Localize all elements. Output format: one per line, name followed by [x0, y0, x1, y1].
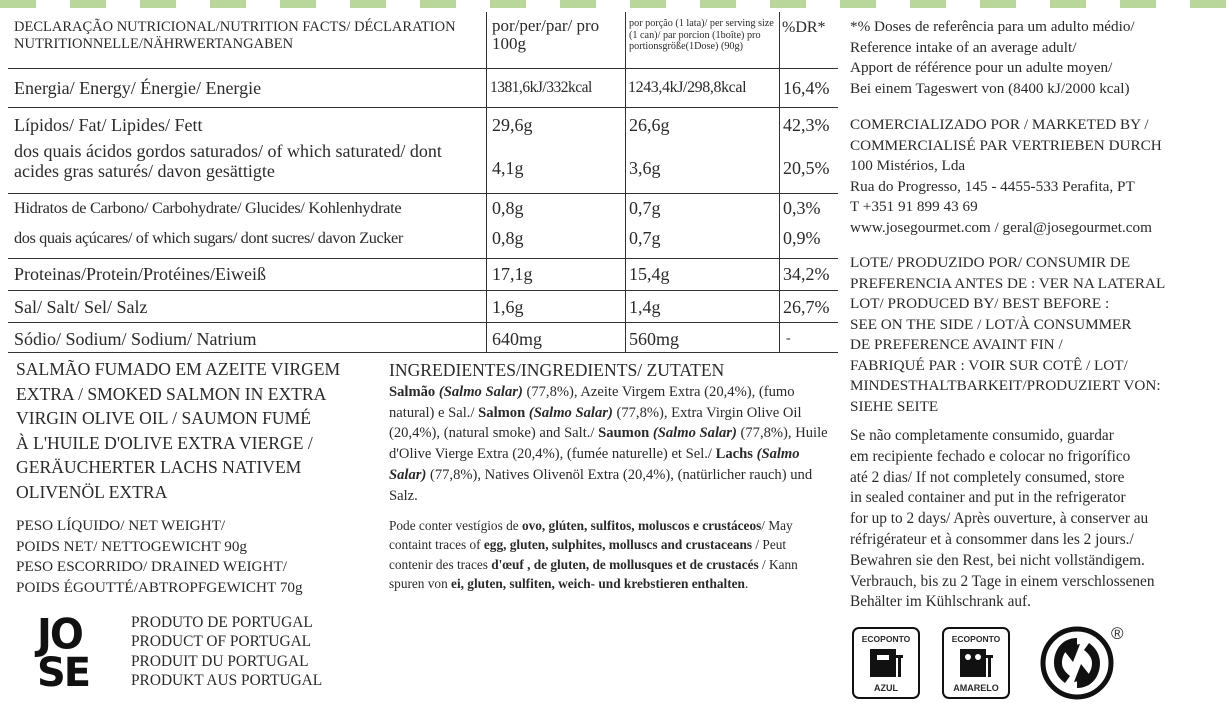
product-name-line: OLIVENÖL EXTRA — [16, 481, 168, 502]
nutrition-table — [8, 12, 838, 352]
ing-latin: (Salmo Salar) — [528, 404, 613, 421]
weight-line: POIDS NET/ NETTOGEWICHT 90g — [16, 537, 248, 555]
table-cell-dr: 34,2% — [783, 264, 830, 284]
per-100g-header: por/per/par/ pro 100g — [492, 16, 600, 53]
table-cell-serving: 26,6g — [629, 115, 670, 135]
weight-line: PESO LÍQUIDO/ NET WEIGHT/ — [16, 517, 226, 534]
reference-line: *% Doses de referência para um adulto médio/ — [850, 18, 1135, 35]
product-name-line: GERÄUCHERTER LACHS NATIVEM — [16, 457, 302, 477]
col-divider — [779, 12, 780, 352]
ing-name: Salmon — [478, 404, 526, 421]
product-name-line: À L'HUILE D'OLIVE EXTRA VIERGE / — [16, 432, 313, 453]
row-divider — [8, 290, 838, 291]
table-cell-per100: 17,1g — [492, 264, 533, 284]
ing-name: Lachs — [715, 446, 753, 463]
storage-line: in sealed container and put in the refrigerator — [850, 489, 1126, 507]
bin-label: AZUL — [874, 683, 898, 693]
table-cell-dr: 0,9% — [783, 228, 821, 248]
table-cell-serving: 1,4g — [629, 297, 661, 317]
storage-line: Bewahren sie den Rest, bei nicht vollständigem. — [850, 551, 1145, 569]
allergen-items: d'œuf , de gluten, de mollusques et de crustacés — [491, 556, 759, 572]
table-row-label: Sódio/ Sodium/ Sodium/ Natrium — [14, 329, 257, 349]
logo-bottom: SE — [37, 650, 90, 696]
ing-latin: (Salmo Salar) — [438, 384, 523, 400]
allergen-items: egg, gluten, sulphites, molluscs and crustaceans — [483, 537, 753, 553]
storage-line: até 2 dias/ If not completely consumed, store — [850, 468, 1125, 486]
ecoponto-azul-icon — [852, 627, 920, 699]
table-row-label: Sal/ Salt/ Sel/ Salz — [14, 297, 148, 317]
col-divider — [625, 12, 626, 352]
weight-line: PESO ESCORRIDO/ DRAINED WEIGHT/ — [16, 558, 287, 576]
company-phone: T +351 91 899 43 69 — [850, 198, 978, 215]
lot-line: DE PREFERENCE AVAINT FIN / — [850, 336, 1063, 353]
storage-line: for up to 2 days/ Après ouverture, à conserver au — [850, 510, 1149, 528]
weights — [16, 516, 376, 598]
ing-rest: (77,8%), Natives Olivenöl Extra (20,4%), (natürlicher rauch) und Salz. — [389, 466, 813, 504]
per-serving-header: por porção (1 lata)/ per serving size (1 can)/ par porcion (1boîte) pro portionsgröße(1Dose) (90g) — [629, 18, 774, 52]
reference-line: Apport de référence pour un adulte moyen/ — [850, 59, 1113, 76]
ing-latin: (Salmo Salar) — [652, 425, 737, 442]
paper-bin-icon — [868, 647, 906, 679]
lot-line: MINDESTHALTBARKEIT/PRODUZIERT VON: — [850, 377, 1161, 394]
table-cell-serving: 0,7g — [629, 198, 661, 218]
table-cell-per100: 0,8g — [492, 198, 524, 218]
row-divider — [8, 352, 838, 353]
table-cell-dr: 16,4% — [783, 78, 830, 98]
storage-line: réfrigérateur et à consommer dans les 2 jours./ — [850, 530, 1134, 548]
product-name-line: EXTRA / SMOKED SALMON IN EXTRA — [16, 383, 327, 404]
allergen-text: Kann spuren von — [389, 556, 798, 591]
allergen-text: . — [744, 575, 749, 591]
table-cell-per100: 0,8g — [492, 228, 524, 248]
storage-line: Behälter im Kühlschrank auf. — [850, 593, 1031, 611]
table-cell-per100: 1,6g — [492, 297, 524, 317]
table-title: DECLARAÇÃO NUTRICIONAL/NUTRITION FACTS/ DÉCLARATION NUTRITIONNELLE/NÄHRWERTANGABEN — [14, 19, 456, 52]
ingredients-title: INGREDIENTES/INGREDIENTS/ ZUTATEN — [389, 360, 725, 380]
ing-rest: (77,8%), Extra Virgin Olive Oil (20,4%), (natural smoke) and Salt./ — [389, 404, 802, 442]
ingredients-section — [389, 360, 829, 593]
allergen-text: Pode conter vestígios de — [389, 518, 522, 534]
origin-text — [131, 613, 322, 691]
storage-line: Se não completamente consumido, guardar — [850, 427, 1114, 444]
reference-line: Reference intake of an average adult/ — [850, 38, 1077, 56]
company-web: www.josegourmet.com / geral@josegourmet.com — [850, 218, 1152, 236]
bin-label: AMARELO — [953, 683, 999, 693]
weight-line: POIDS ÉGOUTTÉ/ABTROPFGEWICHT 70g — [16, 578, 303, 596]
table-cell-per100: 640mg — [492, 329, 543, 349]
product-name — [16, 357, 376, 504]
table-cell-dr: 0,3% — [783, 198, 821, 218]
allergen-text: May containt traces of — [389, 518, 793, 553]
storage-instructions — [850, 426, 1222, 613]
lot-line: SEE ON THE SIDE / LOT/À CONSUMMER — [850, 315, 1132, 333]
allergen-items: ovo, glúten, sulfitos, moluscos e crustáceos — [521, 518, 762, 534]
green-dot-icon — [1040, 626, 1114, 700]
packaging-bin-icon — [958, 647, 996, 679]
table-cell-serving: 0,7g — [629, 228, 661, 248]
row-divider — [8, 193, 838, 194]
origin-line: PRODUCT OF PORTUGAL — [131, 633, 312, 651]
reference-line: Bei einem Tageswert von (8400 kJ/2000 kcal) — [850, 79, 1130, 97]
lot-line: SIEHE SEITE — [850, 397, 939, 415]
ing-name: Saumon — [598, 425, 650, 442]
storage-line: Verbrauch, bis zu 2 Tage in einem verschlossenen — [850, 572, 1155, 590]
table-row-label: Energia/ Energy/ Énergie/ Energie — [14, 78, 262, 98]
storage-line: em recipiente fechado e colocar no frigorífico — [850, 447, 1131, 465]
registered-mark: ® — [1111, 624, 1124, 643]
table-cell-per100: 4,1g — [492, 158, 524, 178]
origin-line: PRODUIT DU PORTUGAL — [131, 652, 309, 670]
ecoponto-label: ECOPONTO — [951, 634, 1001, 644]
row-divider — [8, 258, 838, 259]
product-name-line: VIRGIN OLIVE OIL / SAUMON FUMÉ — [16, 408, 312, 428]
marketer-line: COMERCIALIZADO POR / MARKETED BY / — [850, 116, 1149, 133]
row-divider — [8, 322, 838, 323]
lot-line: FABRIQUÉ PAR : VOIR SUR COTÊ / LOT/ — [850, 356, 1128, 374]
ing-rest: (77,8%), Azeite Virgem Extra (20,4%), (fumo natural) e Sal./ — [389, 384, 795, 421]
table-row-label: dos quais açúcares/ of which sugars/ dont sucres/ davon Zucker — [14, 228, 403, 247]
table-row-label: Hidratos de Carbono/ Carbohydrate/ Glucides/ Kohlenhydrate — [14, 198, 402, 217]
lot-line: LOT/ PRODUCED BY/ BEST BEFORE : — [850, 295, 1110, 312]
table-cell-dr: 20,5% — [783, 158, 830, 178]
table-cell-per100: 29,6g — [492, 115, 533, 135]
company-name: 100 Mistérios, Lda — [850, 157, 966, 174]
row-divider — [8, 68, 838, 69]
dr-header: %DR* — [782, 19, 826, 36]
origin-line: PRODUKT AUS PORTUGAL — [131, 672, 323, 690]
logo-top: JO — [37, 610, 82, 660]
allergen-text: / — [758, 556, 770, 572]
marketer-info — [850, 115, 1222, 238]
allergen-text: / Peut contenir des traces — [389, 537, 787, 572]
product-name-line: SALMÃO FUMADO EM AZEITE VIRGEM — [16, 359, 341, 379]
reference-intake-note — [850, 17, 1222, 99]
company-address: Rua do Progresso, 145 - 4455-533 Perafita, PT — [850, 177, 1135, 195]
ing-name: Salmão — [389, 384, 436, 400]
ecoponto-amarelo-icon — [942, 627, 1010, 699]
table-cell-dr: - — [786, 331, 791, 346]
allergen-items: ei, gluten, sulfiten, weich- und krebstieren enthalten — [451, 575, 745, 591]
table-cell-per100: 1381,6kJ/332kcal — [490, 79, 592, 96]
table-row-label: Proteinas/Protein/Protéines/Eiweiß — [14, 264, 266, 284]
lot-info — [850, 253, 1222, 417]
ing-rest: (77,8%), Huile d'Olive Vierge Extra (20,4%), (fumée naturelle) et Sel./ — [389, 425, 828, 463]
lot-line: LOTE/ PRODUZIDO POR/ CONSUMIR DE — [850, 254, 1131, 271]
table-row-label: Lípidos/ Fat/ Lipides/ Fett — [14, 115, 203, 135]
marketer-line: COMMERCIALISÉ PAR VERTRIEBEN DURCH — [850, 136, 1162, 154]
table-cell-serving: 15,4g — [629, 264, 670, 284]
table-cell-dr: 26,7% — [783, 297, 830, 317]
ing-latin: (Salmo Salar) — [389, 446, 800, 483]
lot-line: PREFERENCIA ANTES DE : VER NA LATERAL — [850, 274, 1166, 292]
allergens-text — [389, 516, 829, 593]
row-divider — [8, 107, 838, 108]
top-dashed-border — [0, 0, 1229, 8]
col-divider — [486, 12, 487, 352]
table-cell-dr: 42,3% — [783, 115, 830, 135]
table-cell-serving: 1243,4kJ/298,8kcal — [628, 79, 747, 96]
allergen-text: / — [761, 518, 765, 534]
table-cell-serving: 560mg — [629, 329, 680, 349]
table-row-label: dos quais ácidos gordos saturados/ of which saturated/ dont acides gras saturés/ davon gesättigte — [14, 141, 442, 181]
ecoponto-label: ECOPONTO — [861, 634, 911, 644]
jose-logo — [37, 610, 90, 696]
origin-line: PRODUTO DE PORTUGAL — [131, 614, 313, 631]
ingredients-text — [389, 382, 829, 506]
table-cell-serving: 3,6g — [629, 158, 661, 178]
